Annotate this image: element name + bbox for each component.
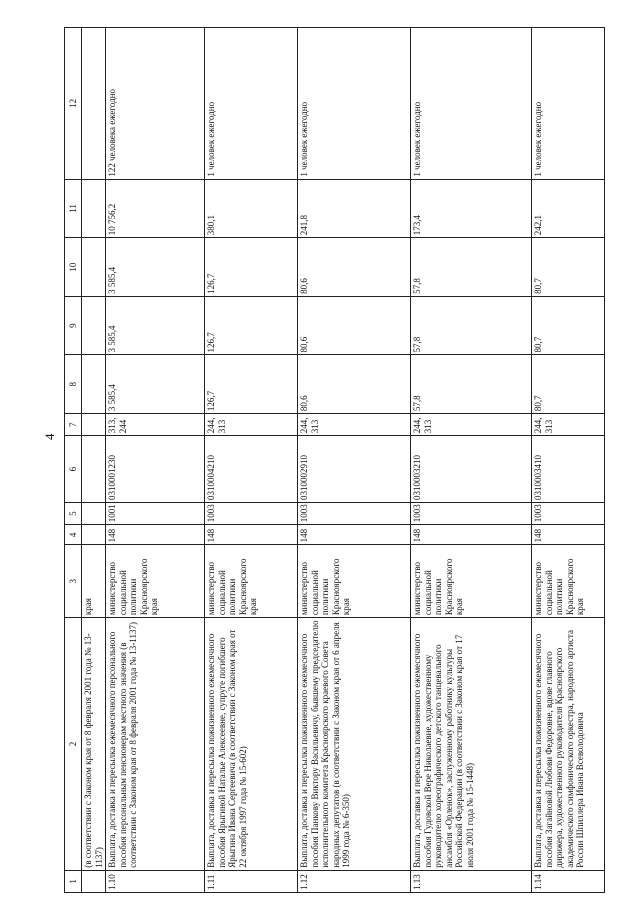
cell-amount: 3 585,4 (106, 355, 205, 414)
cell-amount: 80,6 (298, 296, 411, 355)
row-ministry: министерство социальной политики Красноярского края (205, 545, 298, 618)
row-number: 1.14 (532, 870, 605, 892)
table-row (205, 28, 298, 893)
cell-amount: 57,8 (411, 238, 532, 297)
continuation-text: (в соответствии с Законом края от 8 февраля 2001 года № 13-1137) (82, 618, 106, 871)
column-header: 8 (65, 355, 82, 414)
rotated-table-container (64, 27, 586, 893)
cell-section: 1003 (298, 502, 411, 524)
column-header: 4 (65, 525, 82, 545)
cell-code: 148 (298, 525, 411, 545)
row-number: 1.10 (106, 870, 205, 892)
table-row (106, 28, 205, 893)
cell-section: 1003 (411, 502, 532, 524)
cell-target: 0310002910 (298, 436, 411, 503)
cell-section: 1001 (106, 502, 205, 524)
cell-type: 313, 244 (106, 414, 205, 436)
budget-table (64, 27, 605, 893)
column-header: 11 (65, 179, 82, 238)
cell-code: 148 (106, 525, 205, 545)
table-row (411, 28, 532, 893)
column-header: 6 (65, 436, 82, 503)
cell-total: 242,1 (532, 179, 605, 238)
row-ministry: министерство социальной политики Красноярского края (298, 545, 411, 618)
cell-total: 173,4 (411, 179, 532, 238)
row-description: Выплата, доставка и пересылка пожизненного ежемесячного пособия Ярыгиной Наталье Алексеевне, супруге погибшего Ярыгина Ивана Сергеевича (в соответствии с Законом края от 22 октября 1997 года № 15-602) (205, 618, 298, 871)
column-header: 5 (65, 502, 82, 524)
cell-amount: 126,7 (205, 296, 298, 355)
row-number: 1.13 (411, 870, 532, 892)
cell-result: 1 человек ежегодно (205, 28, 298, 180)
column-header: 1 (65, 870, 82, 892)
cell-target: 0310001230 (106, 436, 205, 503)
row-ministry: министерство социальной политики Красноярского края (106, 545, 205, 618)
column-header: 12 (65, 28, 82, 180)
row-description: Выплата, доставка и пересылка пожизненного ежемесячного пособия Панкову Виктору Васильевичу, бывшему председателю исполнительного комитета Красноярского краевого Совета народных депутатов (в соответствии с Законом края от 6 апреля 1999 года № 6-350) (298, 618, 411, 871)
row-number: 1.12 (298, 870, 411, 892)
column-header: 2 (65, 618, 82, 871)
cell-code: 148 (411, 525, 532, 545)
cell-total: 10 756,2 (106, 179, 205, 238)
cell-target: 0310003410 (532, 436, 605, 503)
continuation-row (82, 28, 106, 893)
cell-amount: 3 585,4 (106, 238, 205, 297)
cell-amount: 80,7 (532, 355, 605, 414)
column-header: 10 (65, 238, 82, 297)
cell-target: 0310003210 (411, 436, 532, 503)
cell-code: 148 (205, 525, 298, 545)
cell-type: 244, 313 (205, 414, 298, 436)
cell-amount: 57,8 (411, 296, 532, 355)
row-description: Выплата, доставка и пересылка ежемесячного персонального пособия персональным пенсионерам местного значения (в соответствии с Законом края от 8 февраля 2001 года № 13-1137) (106, 618, 205, 871)
cell-type: 244, 313 (298, 414, 411, 436)
row-number: 1.11 (205, 870, 298, 892)
cell-amount: 80,7 (532, 296, 605, 355)
cell-amount: 80,6 (298, 355, 411, 414)
cell-total: 380,1 (205, 179, 298, 238)
cell-amount: 57,8 (411, 355, 532, 414)
table-row (298, 28, 411, 893)
cell-result: 1 человек ежегодно (532, 28, 605, 180)
cell-target: 0310004210 (205, 436, 298, 503)
cell-amount: 3 585,4 (106, 296, 205, 355)
row-description: Выплата, доставка и пересылка пожизненного ежемесячного пособия Гудовской Вере Николаевне, художественному руководителю хореографического детского танцевального ансамбля «Орленок», заслуженному работнику культуры Российской Федерации (в соответствии с Законом края от 17 июля 2001 года № 15-1448) (411, 618, 532, 871)
cell-code: 148 (532, 525, 605, 545)
header-row (65, 28, 82, 893)
column-header: 7 (65, 414, 82, 436)
cell-result: 1 человек ежегодно (298, 28, 411, 180)
cell-result: 122 человека ежегодно (106, 28, 205, 180)
column-header: 3 (65, 545, 82, 618)
row-ministry: министерство социальной политики Красноярского края (411, 545, 532, 618)
column-header: 9 (65, 296, 82, 355)
table-row (532, 28, 605, 893)
cell-total: 241,8 (298, 179, 411, 238)
cell-section: 1003 (205, 502, 298, 524)
cell-section: 1003 (532, 502, 605, 524)
cell-amount: 80,7 (532, 238, 605, 297)
cell-amount: 80,6 (298, 238, 411, 297)
row-ministry: министерство социальной политики Красноярского края (532, 545, 605, 618)
continuation-ministry: края (82, 545, 106, 618)
cell-amount: 126,7 (205, 355, 298, 414)
cell-type: 244, 313 (411, 414, 532, 436)
cell-type: 244, 313 (532, 414, 605, 436)
cell-amount: 126,7 (205, 238, 298, 297)
row-description: Выплата, доставка и пересылка пожизненного ежемесячного пособия Загайновой Любови Федоровне, вдове главного дирижера, художественного руководителя Красноярского академического симфонического оркестра, народного артиста России Шпиллера Ивана Всеволодовича (532, 618, 605, 871)
page-number: 4 (42, 433, 57, 440)
cell-result: 1 человек ежегодно (411, 28, 532, 180)
